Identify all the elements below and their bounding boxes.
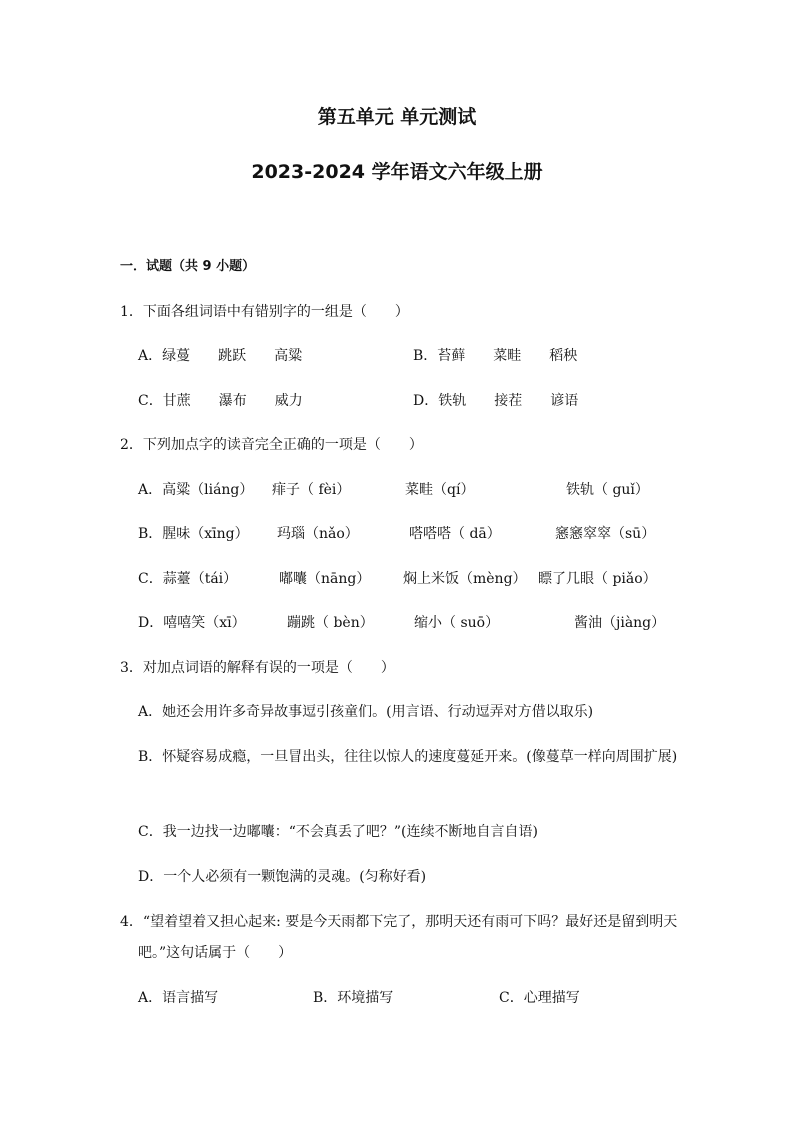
q2-option-c-item: C．蒜薹（tái） (138, 571, 238, 587)
section-heading: 一．试题（共 9 小题） (120, 259, 256, 274)
q4-option-c: C．心理描写 (499, 990, 580, 1006)
q1-option-a: A．绿蔓 跳跃 高粱 (138, 348, 303, 364)
q4-option-a: A．语言描写 (138, 990, 219, 1006)
q3-option-a: A．她还会用许多奇异故事逗引孩童们。(用言语、行动逗弄对方借以取乐) (138, 704, 594, 720)
q3-option-d: D．一个人必须有一颗饱满的灵魂。(匀称好看) (138, 869, 427, 885)
q2-option-c-item: 瞟了几眼（ piǎo） (538, 571, 657, 587)
q3-stem: 3．对加点词语的解释有误的一项是（ ） (120, 660, 395, 676)
q4-stem-line2: 吧。”这句话属于（ ） (138, 945, 293, 961)
q2-option-c-item: 嘟囔（nāng） (279, 571, 371, 587)
q2-option-b-item: B．腥味（xīng） (138, 526, 249, 542)
q2-stem: 2．下列加点字的读音完全正确的一项是（ ） (120, 437, 423, 453)
q2-option-a-item: 菜畦（qí） (405, 482, 475, 498)
q2-option-d-item: 蹦跳（ bèn） (287, 615, 374, 631)
q2-option-d-item: 缩小（ suō） (414, 615, 500, 631)
q4-option-b: B．环境描写 (313, 990, 394, 1006)
page-title: 第五单元 单元测试 (317, 106, 477, 128)
page-subtitle: 2023-2024 学年语文六年级上册 (251, 161, 543, 183)
q2-option-a-item: A．高粱（liáng） (138, 482, 254, 498)
q1-option-b: B．苔藓 菜畦 稻秧 (413, 348, 578, 364)
q2-option-b-item: 嗒嗒嗒（ dā） (409, 526, 501, 542)
q4-stem-line1: 4．“望着望着又担心起来: 要是今天雨都下完了，那明天还有雨可下吗？最好还是留到明天 (120, 914, 678, 930)
q2-option-a-item: 痱子（ fèi） (272, 482, 351, 498)
q2-option-d-item: D．嘻嘻笑（xī） (138, 615, 246, 631)
q3-option-b: B．怀疑容易成瘾，一旦冒出头，往往以惊人的速度蔓延开来。(像蔓草一样向周围扩展) (138, 749, 678, 765)
q2-option-c-item: 焖上米饭（mèng） (403, 571, 527, 587)
q2-option-a-item: 铁轨（ guǐ） (566, 482, 649, 498)
q1-option-c: C．甘蔗 瀑布 威力 (138, 393, 303, 409)
q2-option-b-item: 玛瑙（nǎo） (277, 526, 359, 542)
q1-stem: 1．下面各组词语中有错别字的一组是（ ） (120, 304, 409, 320)
q1-option-d: D．铁轨 接茬 谚语 (413, 393, 579, 409)
q2-option-b-item: 窸窸窣窣（sū） (555, 526, 656, 542)
q3-option-c: C．我一边找一边嘟囔：“不会真丢了吧？”(连续不断地自言自语) (138, 824, 538, 840)
q2-option-d-item: 酱油（jiàng） (574, 615, 666, 631)
